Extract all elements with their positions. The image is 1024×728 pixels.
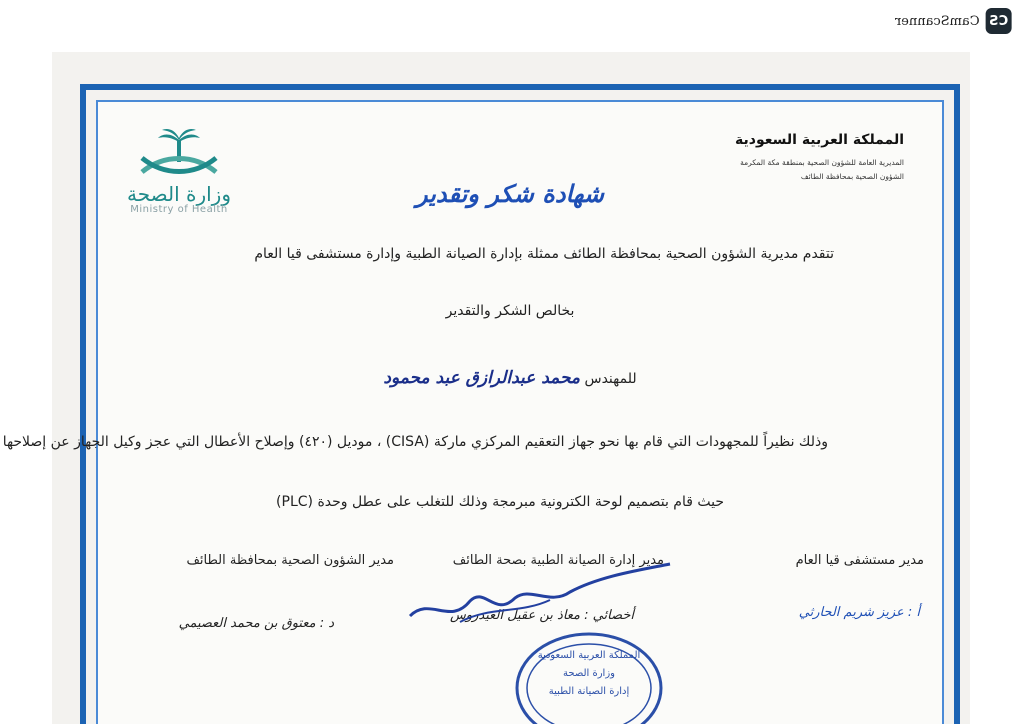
engineer-prefix: للمهندس: [584, 371, 637, 387]
camscanner-watermark: [895, 8, 1012, 34]
stamp-icon: [512, 628, 666, 724]
maintenance-director-title: مدير إدارة الصيانة الطبية بصحة الطائف: [452, 553, 664, 568]
certificate-title: شهادة شكر وتقدير: [416, 180, 604, 208]
engineer-line: [360, 368, 660, 388]
intro-line: تتقدم مديرية الشؤون الصحية بمحافظة الطائف ممثلة بإدارة الصيانة الطبية وإدارة مستشفى قيا العام: [254, 246, 834, 262]
ministry-name-en: Ministry of Health: [130, 204, 228, 215]
affairs-name: الشؤون الصحية بمحافظة الطائف: [800, 172, 904, 181]
engineer-name: محمد عبدالرازق عبد محمود: [383, 368, 581, 388]
stamp-line-3: إدارة الصيانة الطبية: [548, 686, 630, 697]
maintenance-director-name: أخصائي : معاذ بن عقيل العيدروس: [450, 608, 634, 623]
health-director-title: مدير الشؤون الصحية بمحافظة الطائف: [186, 553, 394, 568]
ministry-name-ar: وزارة الصحة: [127, 182, 231, 206]
palm-swords-emblem-icon: [134, 126, 224, 182]
hospital-director-title: مدير مستشفى قيا العام: [795, 553, 924, 568]
detail-line: حيث قام بتصميم لوحة الكترونية مبرمجة وذلك للتغلب على عطل وحدة (PLC): [276, 494, 724, 510]
camscanner-brand: CamScanner: [895, 13, 980, 29]
stamp-line-1: المملكة العربية السعودية: [537, 650, 641, 661]
reason-line: وذلك نظيراً للمجهودات التي قام بها نحو جهاز التعقيم المركزي ماركة (CISA) ، موديل (٤٢٠) وإصلاح الأعطال التي عجز وكيل الجهاز عن إصلاحها: [2, 434, 828, 450]
camscanner-logo: CS: [986, 8, 1012, 34]
stamp-line-2: وزارة الصحة: [563, 668, 615, 679]
thanks-line: بخالص الشكر والتقدير: [445, 303, 575, 319]
directorate-name: المديرية العامة للشؤون الصحية بمنطقة مكة المكرمة: [740, 158, 904, 167]
ministry-logo: [124, 126, 234, 215]
header-block: [664, 132, 904, 184]
handwritten-signature-icon: [400, 556, 680, 636]
official-stamp: [512, 628, 666, 724]
kingdom-name: المملكة العربية السعودية: [735, 132, 904, 148]
health-director-name: د : معتوق بن محمد العصيمي: [178, 616, 334, 631]
hospital-director-name: أ : عزيز شريم الحارثي: [798, 605, 920, 620]
